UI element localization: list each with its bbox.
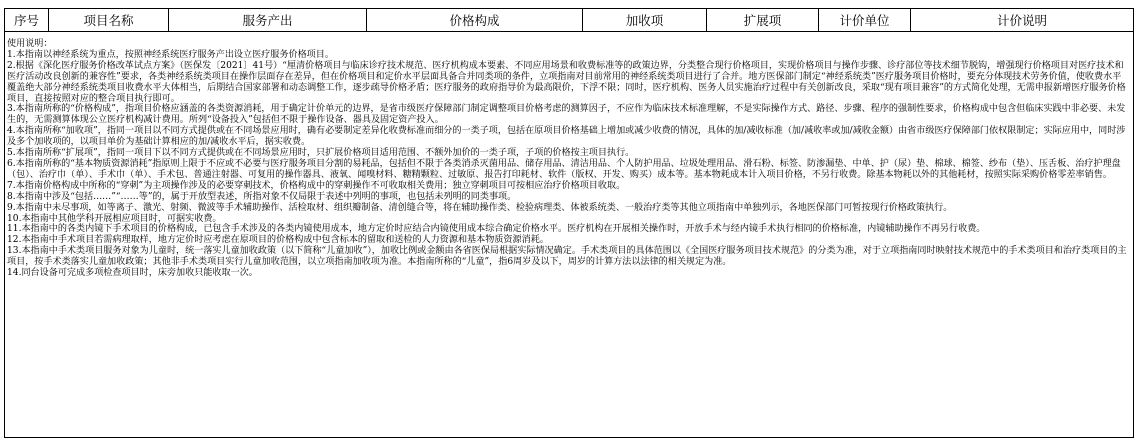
table-header-row <box>5 9 1133 32</box>
header-extension-items: 扩展项 <box>707 9 819 31</box>
header-pricing-description: 计价说明 <box>996 13 1047 28</box>
note-item: 13.本指南中手术类项目服务对象为儿童时，统一落实儿童加收政策（以下简称“儿童加收”），加收比例或金额由各省医保局根据实际情况确定。手术类项目的具体范围以《全国医疗服务项目技术规范》的分类为准，对于立项指南同时映射技术规范中的手术类项目和治疗类项目的主项目，按手术类落实儿童加收政策；其他非手术类项目实行儿童加收范围，以立项指南加收项为准。本指南所称的“儿童”，指6周岁及以下，周岁的计算方法以法律的相关规定为准。 <box>7 246 1127 268</box>
note-item: 3.本指南所称的“价格构成”，指项目价格应涵盖的各类资源消耗，用于确定计价单元的边界，是省市级医疗保障部门制定调整项目价格考虑的测算因子，不应作为临床技术标准理解，不是实际操作方式、路径、步骤、程序的强制性要求，价格构成中包含但临床实践中非必要、未发生的，无需测算体现公立医疗机构减计费用。所列“设备投入”包括但不限于操作设备、器具及固定资产投入。 <box>7 104 1126 126</box>
note-item: 10.本指南中其他学科开展相应项目时，可据实收费。 <box>7 213 222 224</box>
header-service-output: 服务产出 <box>169 9 367 31</box>
header-serial-number: 序号 <box>5 9 49 31</box>
note-item: 2.根据《深化医疗服务价格改革试点方案》（医保发〔2021〕41号）“厘清价格项目与临床诊疗技术规范、医疗机构成本要素、不同应用场景和收费标准等的政策边界，分类整合现行价格项目，实现价格项目与操作步骤、诊疗部位等技术细节脱钩，增强现行价格项目对医疗技术和医疗活动改良创新的兼容性”要求，各类神经系统类项目在操作层面存在差异，但在价格项目和定价水平层面具备合并同类项的条件，立项指南对目前常用的神经系统类项目进行了合并。地方医保部门制定“神经系统类”医疗服务项目价格时，要充分体现技术劳务价值，使收费水平覆盖绝大部分神经系统类项目收费水平大体相当，后期结合国家部署和动态调整工作，逐步疏导价格矛盾；医疗服务的政府指导价为最高限价，下浮不限；同时，医疗机构、医务人员实施治疗过程中有关创新改良，采取“现有项目兼容”的方式简化处理，无需申报新增医疗服务价格项目，直接按照对应的整合项目执行即可。 <box>7 60 1126 104</box>
note-item: 6.本指南所称的“基本物质资源消耗”指原则上限于不应或不必要与医疗服务项目分割的易耗品，包括但不限于各类消杀灭菌用品、储存用品、清洁用品、个人防护用品、垃圾处理用品、滑石粉、标签、防渗漏垫、中单、护（尿）垫、棉球、棉签、纱布（垫）、压舌板、治疗护理盘（包）、治疗巾（单）、手术巾（单）、手术包、普通注射器、可复用的操作器具、液氧、闻嗅材料、糖精颗粒、过敏原、报告打印耗材、软件（版权、开发、购买）成本等。基本物耗成本计入项目价格，不另行收费。除基本物耗以外的其他耗材，按照实际采购价格零差率销售。 <box>7 158 1121 180</box>
note-item: 1.本指南以神经系统为重点，按照神经系统医疗服务产出设立医疗服务价格项目。 <box>7 49 334 60</box>
note-item: 7.本指南价格构成中所称的“穿刺”为主项操作涉及的必要穿刺技术，价格构成中的穿刺操作不可收取相关费用；独立穿刺项目可按相应治疗价格项目收取。 <box>7 180 626 191</box>
header-item-name: 项目名称 <box>49 9 169 31</box>
note-item: 9.本指南中未尽事项，如等离子、激光、射频、微波等手术辅助操作、活检取材、组织瓣制备、清创缝合等，将在辅助操作类、检验病理类、体被系统类、一般治疗类等其他立项指南中单独列示，各地医保部门可暂按现行价格政策执行。 <box>7 202 953 213</box>
price-guide-sheet <box>4 8 1134 438</box>
note-item: 12.本指南中手术项目若需病理取样，地方定价时应考虑在原项目的价格构成中包含标本的留取和送检的人力资源和基本物质资源消耗。 <box>7 235 549 246</box>
note-item: 5.本指南所称“扩展项”，指同一项目下以不同方式提供或在不同场景应用时，只扩展价格项目适用范围、不额外加价的一类子项，子项的价格按主项目执行。 <box>7 148 635 159</box>
header-price-composition: 价格构成 <box>367 9 583 31</box>
usage-notes-title: 使用说明： <box>7 39 53 49</box>
note-item: 14.同台设备可完成多项检查项目时，床旁加收只能收取一次。 <box>7 268 258 279</box>
note-item: 11.本指南中的各类内镜下手术项目的价格构成，已包含手术涉及的各类内镜使用成本，地方定价时应结合内镜使用成本综合确定价格水平。医疗机构在开展相关操作时，开放手术与经内镜手术执行相同的价格标准，内镜辅助操作不再另行收费。 <box>7 224 986 235</box>
note-item: 8.本指南中涉及“包括……”“……等”的，属于开放型表述，所指对象不仅局限于表述中列明的事项，也包括未列明的同类事项。 <box>7 191 517 202</box>
note-item: 4.本指南所称“加收项”，指同一项目以不同方式提供或在不同场景应用时，确有必要制定差异化收费标准而细分的一类子项，包括在原项目价格基础上增加或减少收费的情况，具体的加/减收标准（加/减收率或加/减收金额）由省市级医疗保障部门依权限制定；实际应用中，同时涉及多个加收项的，以项目单价为基础计算相应的加/减收水平后，据实收费。 <box>7 126 1126 148</box>
usage-notes <box>5 39 1133 279</box>
header-pricing-unit: 计价单位 <box>819 9 911 31</box>
header-surcharge-items: 加收项 <box>583 9 707 31</box>
